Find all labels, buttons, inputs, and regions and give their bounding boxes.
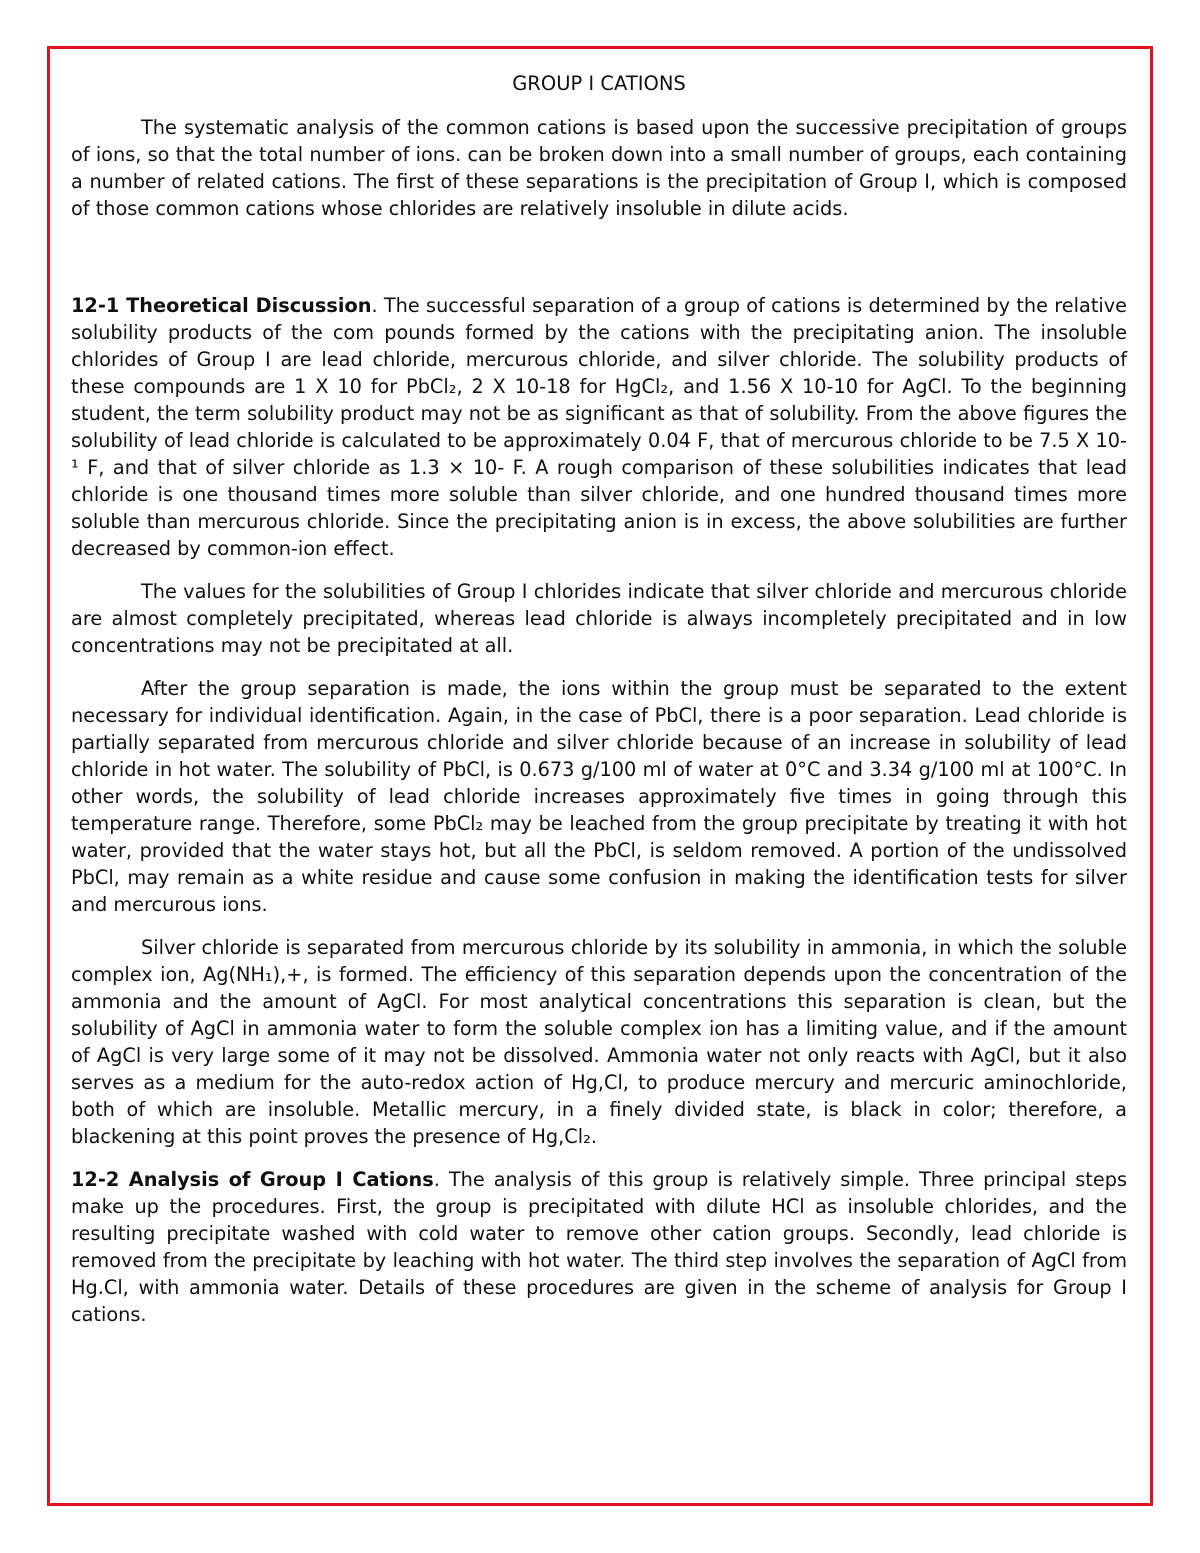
section-1-heading: 12-1 Theoretical Discussion <box>71 294 372 317</box>
intro-paragraph: The systematic analysis of the common cations is based upon the successive precipitation of groups of ions, so that the total number of ions. can be broken down into a small number of groups, each containing a number of related cations. The first of these separations is the precipitation of Group I, which is composed of those common cations whose chlorides are relatively insoluble in dilute acids. <box>71 116 1127 220</box>
section-2-paragraph <box>71 1166 1127 1328</box>
section-2-text: . The analysis of this group is relatively simple. Three principal steps make up the procedures. First, the group is precipitated with dilute HCl as insoluble chlorides, and the resulting precipitate washed with cold water to remove other cation groups. Secondly, lead chloride is removed from the precipitate by leaching with hot water. The third step involves the separation of AgCl from Hg.Cl, with ammonia water. Details of these procedures are given in the scheme of analysis for Group I cations. <box>71 1168 1127 1326</box>
section-1-paragraph <box>71 292 1127 562</box>
paragraph-4: Silver chloride is separated from mercurous chloride by its solubility in ammonia, in which the soluble complex ion, Ag(NH₁),+, is formed. The efficiency of this separation depends upon the concentration of the ammonia and the amount of AgCl. For most analytical concentrations this separation is clean, but the solubility of AgCl in ammonia water to form the soluble complex ion has a limiting value, and if the amount of AgCl is very large some of it may not be dissolved. Ammonia water not only reacts with AgCl, but it also serves as a medium for the auto-redox action of Hg,Cl, to produce mercury and mercuric aminochloride, both of which are insoluble. Metallic mercury, in a finely divided state, is black in color; therefore, a blackening at this point proves the presence of Hg,Cl₂. <box>71 936 1127 1148</box>
page-title: GROUP I CATIONS <box>512 72 686 95</box>
document-body <box>71 70 1127 1328</box>
paragraph-3: After the group separation is made, the ions within the group must be separated to the extent necessary for individual identification. Again, in the case of PbCl, there is a poor separation. Lead chloride is partially separated from mercurous chloride and silver chloride because of an increase in solubility of lead chloride in hot water. The solubility of PbCl, is 0.673 g/100 ml of water at 0°C and 3.34 g/100 ml at 100°C. In other words, the solubility of lead chloride increases approximately five times in going through this temperature range. Therefore, some PbCl₂ may be leached from the group precipitate by treating it with hot water, provided that the water stays hot, but all the PbCl, is seldom removed. A portion of the undissolved PbCl, may remain as a white residue and cause some confusion in making the identification tests for silver and mercurous ions. <box>71 677 1127 916</box>
paragraph-2: The values for the solubilities of Group I chlorides indicate that silver chloride and mercurous chloride are almost completely precipitated, whereas lead chloride is always incompletely precipitated and in low concentrations may not be precipitated at all. <box>71 580 1127 657</box>
section-2-heading: 12-2 Analysis of Group I Cations <box>71 1168 434 1191</box>
section-1-text: . The successful separation of a group of cations is determined by the relative solubility products of the com pounds formed by the cations with the precipitating anion. The insoluble chlorides of Group I are lead chloride, mercurous chloride, and silver chloride. The solubility products of these compounds are 1 X 10 for PbCl₂, 2 X 10-18 for HgCl₂, and 1.56 X 10-10 for AgCl. To the beginning student, the term solubility product may not be as significant as that of solubility. From the above figures the solubility of lead chloride is calculated to be approximately 0.04 F, that of mercurous chloride to be 7.5 X 10-¹ F, and that of silver chloride as 1.3 × 10- F. A rough comparison of these solubilities indicates that lead chloride is one thousand times more soluble than silver chloride, and one hundred thousand times more soluble than mercurous chloride. Since the precipitating anion is in excess, the above solubilities are further decreased by common-ion effect. <box>71 294 1128 560</box>
